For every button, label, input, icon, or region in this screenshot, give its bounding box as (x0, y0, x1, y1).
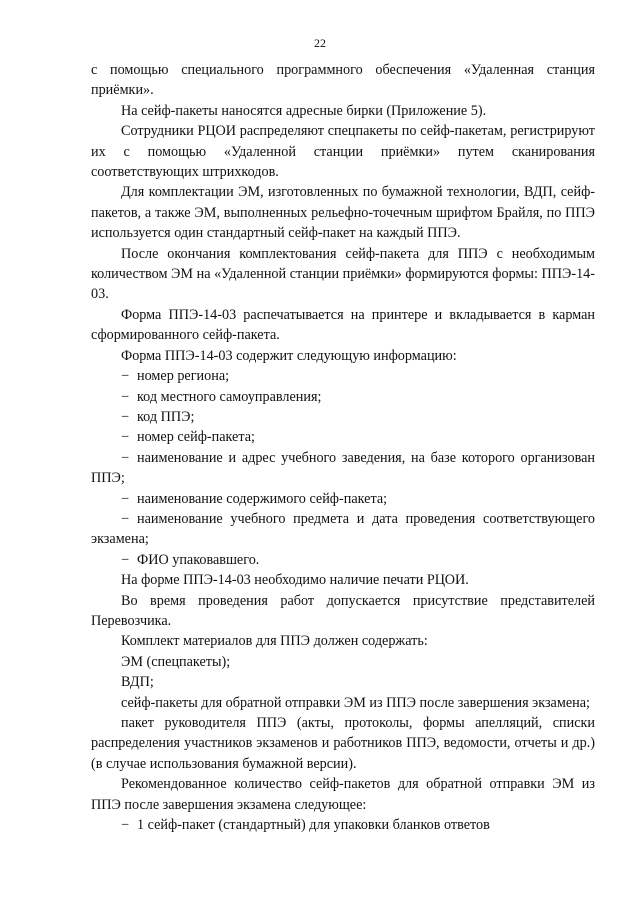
paragraph: Рекомендованное количество сейф-пакетов для обратной отправки ЭМ из ППЭ после завершения экзамена следующее: (91, 776, 595, 813)
paragraph: Комплект материалов для ППЭ должен содержать: (121, 633, 428, 650)
list-item (91, 427, 595, 447)
list-item-text: номер региона; (137, 368, 230, 385)
paragraph: После окончания комплектования сейф-пакета для ППЭ с необходимым количеством ЭМ на «Удаленной станции приёмки» формируются формы: ППЭ-14-03. (91, 245, 595, 303)
list-dash: − (121, 388, 130, 405)
list-item-text: ФИО упаковавшего. (137, 551, 260, 568)
list-item-text: наименование и адрес учебного заведения, на базе которого организован ППЭ; (91, 449, 595, 487)
list-dash: − (121, 510, 130, 527)
paragraph: На форме ППЭ-14-03 необходимо наличие печати РЦОИ. (121, 572, 469, 589)
page-number: 22 (314, 36, 326, 50)
list-dash: − (121, 551, 130, 568)
paragraph: Для комплектации ЭМ, изготовленных по бумажной технологии, ВДП, сейф-пакетов, а также ЭМ, выполненных рельефно-точечным шрифтом Брайля, по ППЭ используется один стандартный сейф-пакет на каждый ППЭ. (91, 184, 595, 242)
list-item (91, 448, 595, 489)
paragraph: сейф-пакеты для обратной отправки ЭМ из ППЭ после завершения экзамена; (121, 694, 590, 711)
list-item (91, 387, 595, 407)
list-dash: − (121, 408, 130, 425)
paragraph: ВДП; (121, 674, 154, 691)
list-item (91, 509, 595, 550)
list-item-text: наименование содержимого сейф-пакета; (137, 490, 388, 507)
list-item (91, 489, 595, 509)
paragraph: Сотрудники РЦОИ распределяют спецпакеты по сейф-пакетам, регистрируют их с помощью «Удаленной станции приёмки» путем сканирования соответствующих штрихкодов. (91, 123, 595, 181)
list-item (91, 407, 595, 427)
list-item-text: 1 сейф-пакет (стандартный) для упаковки бланков ответов (137, 817, 490, 834)
list-item (91, 815, 595, 835)
paragraph: пакет руководителя ППЭ (акты, протоколы, формы апелляций, списки распределения участников экзаменов и работников ППЭ, ведомости, отчеты и др.) (в случае использования бумажной версии). (91, 715, 595, 772)
document-body (91, 60, 595, 835)
list-dash: − (121, 368, 130, 385)
list-item-text: номер сейф-пакета; (137, 429, 255, 446)
list-item (91, 550, 595, 570)
list-dash: − (121, 429, 130, 446)
list-item-text: код ППЭ; (137, 408, 195, 425)
list-item-text: код местного самоуправления; (137, 388, 322, 405)
paragraph: Форма ППЭ-14-03 содержит следующую информацию: (121, 347, 457, 364)
paragraph: с помощью специального программного обеспечения «Удаленная станция приёмки». (91, 62, 595, 99)
list-dash: − (121, 490, 130, 507)
paragraph: Форма ППЭ-14-03 распечатывается на принтере и вкладывается в карман сформированного сейф-пакета. (91, 306, 595, 344)
list-item-text: наименование учебного предмета и дата проведения соответствующего экзамена; (91, 510, 595, 548)
list-item (91, 366, 595, 386)
paragraph: Во время проведения работ допускается присутствие представителей Перевозчика. (91, 592, 595, 629)
paragraph: ЭМ (спецпакеты); (121, 653, 231, 670)
list-dash: − (121, 449, 130, 466)
paragraph: На сейф-пакеты наносятся адресные бирки (Приложение 5). (121, 102, 487, 119)
list-dash: − (121, 817, 130, 834)
